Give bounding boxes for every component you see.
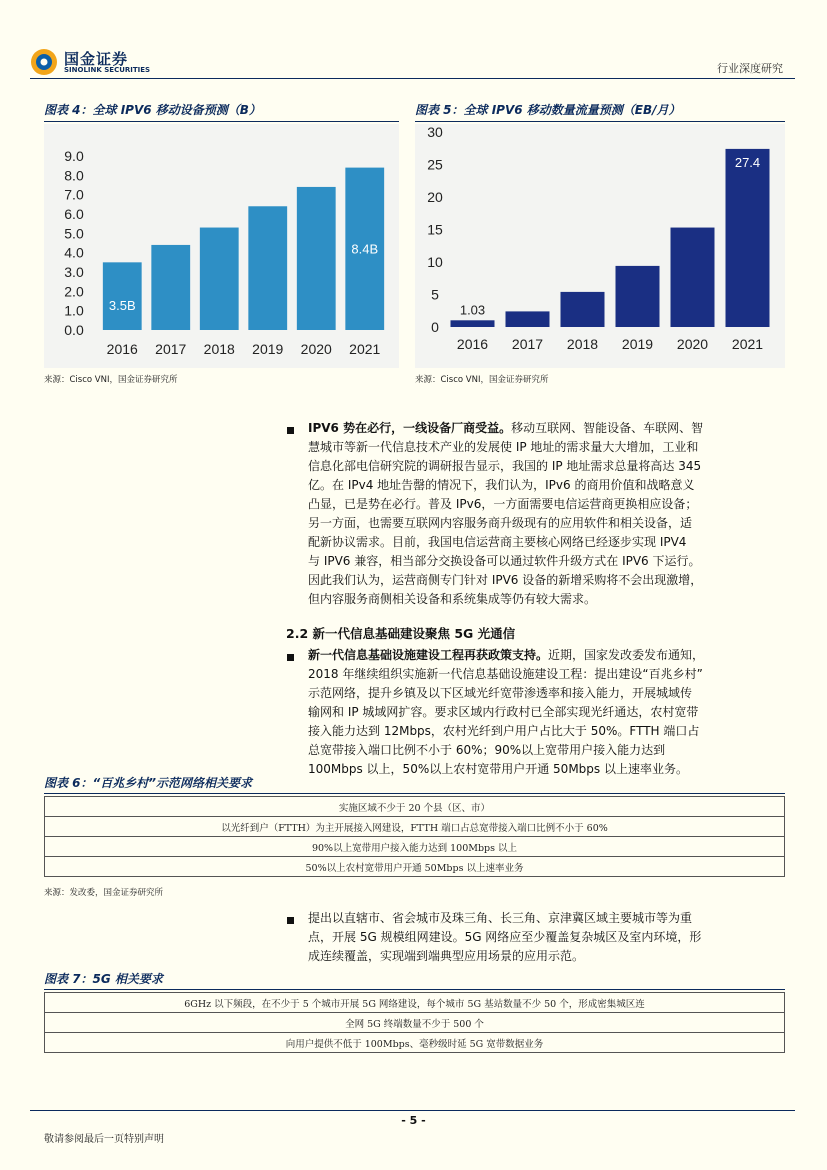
para-line: 慧城市等新一代信息技术产业的发展使 IP 地址的需求量大大增加，工业和 — [308, 440, 699, 454]
x-tick-label: 2017 — [155, 341, 187, 357]
paragraph-ipv6 — [308, 419, 786, 609]
x-tick-label: 2021 — [731, 336, 764, 352]
bar — [451, 320, 495, 327]
x-tick-label: 2019 — [252, 341, 284, 357]
para-line: 与 IPV6 兼容，相当部分交换设备可以通过软件升级方式在 IPV6 下运行。 — [308, 554, 701, 568]
x-tick-label: 2020 — [676, 336, 709, 352]
table-cell: 向用户提供不低于 100Mbps、毫秒级时延 5G 宽带数据业务 — [45, 1033, 785, 1053]
y-tick-label: 3.0 — [64, 264, 84, 280]
table-cell: 以光纤到户（FTTH）为主开展接入网建设，FTTH 端口占总宽带接入端口比例不小于 60% — [45, 817, 785, 837]
x-tick-label: 2018 — [203, 341, 235, 357]
bar — [200, 228, 239, 330]
table-cell: 实施区域不少于 20 个县（区、市） — [45, 797, 785, 817]
bar — [248, 206, 287, 330]
table-7-title: 图表 7：5G 相关要求 — [44, 972, 163, 986]
data-label: 1.03 — [459, 302, 486, 318]
bar — [103, 262, 142, 330]
para-line: 2018 年继续组织实施新一代信息基础设施建设工程：提出建设“百兆乡村” — [308, 667, 703, 681]
bar — [297, 187, 336, 330]
para-line: 点，开展 5G 规模组网建设。5G 网络应至少覆盖复杂城区及室内环境，形 — [308, 930, 702, 944]
y-tick-label: 2.0 — [64, 283, 84, 300]
y-tick-label: 1.0 — [64, 302, 84, 319]
figure-4-title: 图表 4：全球 IPV6 移动设备预测（B） — [44, 103, 261, 117]
table-row — [45, 1013, 785, 1033]
para-line: 凸显，已是势在必行。普及 IPv6，一方面需要电信运营商更换相应设备； — [308, 497, 698, 511]
bar — [726, 149, 770, 327]
para-line: 接入能力达到 12Mbps，农村光纤到户用户占比大于 50%。FTTH 端口占 — [308, 724, 700, 738]
para-line: 100Mbps 以上，50%以上农村宽带用户开通 50Mbps 以上速率业务。 — [308, 762, 688, 776]
para-line: 总宽带接入端口比例不小于 60%；90%以上宽带用户接入能力达到 — [308, 743, 666, 757]
table-row — [45, 993, 785, 1013]
x-tick-label: 2020 — [300, 341, 332, 357]
data-label: 27.4 — [734, 154, 761, 170]
table-row — [45, 1033, 785, 1053]
table-7 — [44, 992, 785, 1053]
table-cell: 90%以上宽带用户接入能力达到 100Mbps 以上 — [45, 837, 785, 857]
y-tick-label: 10 — [427, 254, 443, 270]
table-6-title-rule — [44, 793, 785, 794]
header-divider — [30, 78, 795, 79]
table-6 — [44, 796, 785, 877]
bullet-marker — [287, 654, 294, 661]
logo-mark-icon — [30, 48, 58, 76]
table-row — [45, 817, 785, 837]
y-tick-label: 6.0 — [64, 206, 84, 222]
page-number: - 5 - — [401, 1114, 426, 1127]
figure-5-chart — [415, 124, 785, 368]
disclaimer-note: 敬请参阅最后一页特别声明 — [44, 1134, 164, 1145]
x-tick-label: 2019 — [621, 336, 654, 352]
figure-4-source: 来源：Cisco VNI，国金证券研究所 — [44, 375, 178, 385]
table-7-title-rule — [44, 989, 785, 990]
paragraph-5g — [308, 909, 786, 966]
para-line: 但内容服务商侧相关设备和系统集成等仍有较大需求。 — [308, 592, 597, 606]
figure-5-title: 图表 5：全球 IPV6 移动数量流量预测（EB/月） — [415, 103, 681, 117]
table-row — [45, 797, 785, 817]
para-line: 成连续覆盖，实现端到端典型应用场景的应用示范。 — [308, 949, 585, 963]
bullet-marker — [287, 917, 294, 924]
y-tick-label: 5 — [431, 286, 439, 303]
y-tick-label: 8.0 — [64, 167, 84, 184]
table-6-title: 图表 6：“百兆乡村”示范网络相关要求 — [44, 776, 252, 790]
logo-text-en: SINOLINK SECURITIES — [64, 66, 151, 74]
y-tick-label: 20 — [427, 189, 443, 205]
x-tick-label: 2016 — [456, 336, 489, 352]
para-line: 另一方面，也需要互联网内容服务商升级现有的应用软件和相关设备，适 — [308, 516, 693, 530]
figure-4-chart — [44, 124, 399, 368]
y-tick-label: 0 — [431, 319, 439, 335]
y-tick-label: 5.0 — [64, 225, 84, 242]
data-label: 8.4B — [351, 241, 379, 257]
bar — [616, 266, 660, 327]
figure-5-chart-area — [415, 124, 785, 368]
company-logo — [30, 46, 160, 78]
y-tick-label: 4.0 — [64, 244, 84, 261]
para-line: 亿。在 IPv4 地址告罄的情况下，我们认为，IPv6 的商用价值和战略意义 — [308, 478, 695, 492]
y-tick-label: 7.0 — [64, 186, 84, 203]
figure-4-chart-area — [44, 124, 399, 368]
paragraph-lead: IPV6 势在必行，一线设备厂商受益。 — [308, 421, 512, 435]
para-line: 配新协议需求。目前，我国电信运营商主要核心网络已经逐步实现 IPV4 — [308, 535, 687, 549]
para-line: 信息化部电信研究院的调研报告显示，我国的 IP 地址需求总量将高达 345 — [308, 459, 702, 473]
bar — [151, 245, 190, 330]
figure-5-title-rule — [415, 121, 785, 122]
x-tick-label: 2021 — [349, 341, 381, 357]
figure-4-title-rule — [44, 121, 399, 122]
para-line: 提出以直辖市、省会城市及珠三角、长三角、京津冀区域主要城市等为重 — [308, 911, 693, 925]
bullet-marker — [287, 427, 294, 434]
data-label: 3.5B — [108, 298, 136, 313]
section-heading: 2.2 新一代信息基础建设聚焦 5G 光通信 — [286, 626, 516, 641]
para-line: 新一代信息基础设施建设工程再获政策支持。近期，国家发改委发布通知， — [308, 648, 705, 662]
figure-5-source: 来源：Cisco VNI，国金证券研究所 — [415, 375, 549, 385]
table-6-source: 来源：发改委，国金证券研究所 — [44, 888, 164, 898]
paragraph-lead: 新一代信息基础设施建设工程再获政策支持。 — [308, 648, 549, 662]
x-tick-label: 2016 — [106, 341, 138, 357]
x-tick-label: 2017 — [511, 336, 544, 352]
para-line: 示范网络，提升乡镇及以下区域光纤宽带渗透率和接入能力，开展城域传 — [308, 686, 693, 700]
y-tick-label: 9.0 — [64, 148, 84, 164]
report-category: 行业深度研究 — [717, 62, 783, 75]
y-tick-label: 25 — [427, 156, 443, 173]
table-cell: 6GHz 以下频段，在不少于 5 个城市开展 5G 网络建设，每个城市 5G 基站数量不少 50 个，形成密集城区连 — [45, 993, 785, 1013]
logo-text-cn: 国金证券 — [64, 50, 129, 68]
table-cell: 全网 5G 终端数量不少于 500 个 — [45, 1013, 785, 1033]
y-tick-label: 15 — [427, 221, 443, 238]
bar — [671, 228, 715, 327]
bar — [561, 292, 605, 327]
para-line: 输网和 IP 城域网扩容。要求区域内行政村已全部实现光纤通达，农村宽带 — [308, 705, 699, 719]
table-cell: 50%以上农村宽带用户开通 50Mbps 以上速率业务 — [45, 857, 785, 877]
y-tick-label: 30 — [427, 124, 443, 140]
x-tick-label: 2018 — [566, 336, 599, 352]
y-tick-label: 0.0 — [64, 322, 84, 338]
para-line: 因此我们认为，运营商侧专门针对 IPV6 设备的新增采购将不会出现激增， — [308, 573, 703, 587]
paragraph-policy — [308, 646, 786, 779]
footer-divider — [30, 1110, 795, 1111]
bar — [506, 311, 550, 327]
table-row — [45, 837, 785, 857]
table-row — [45, 857, 785, 877]
para-line: IPV6 势在必行，一线设备厂商受益。移动互联网、智能设备、车联网、智 — [308, 421, 704, 435]
